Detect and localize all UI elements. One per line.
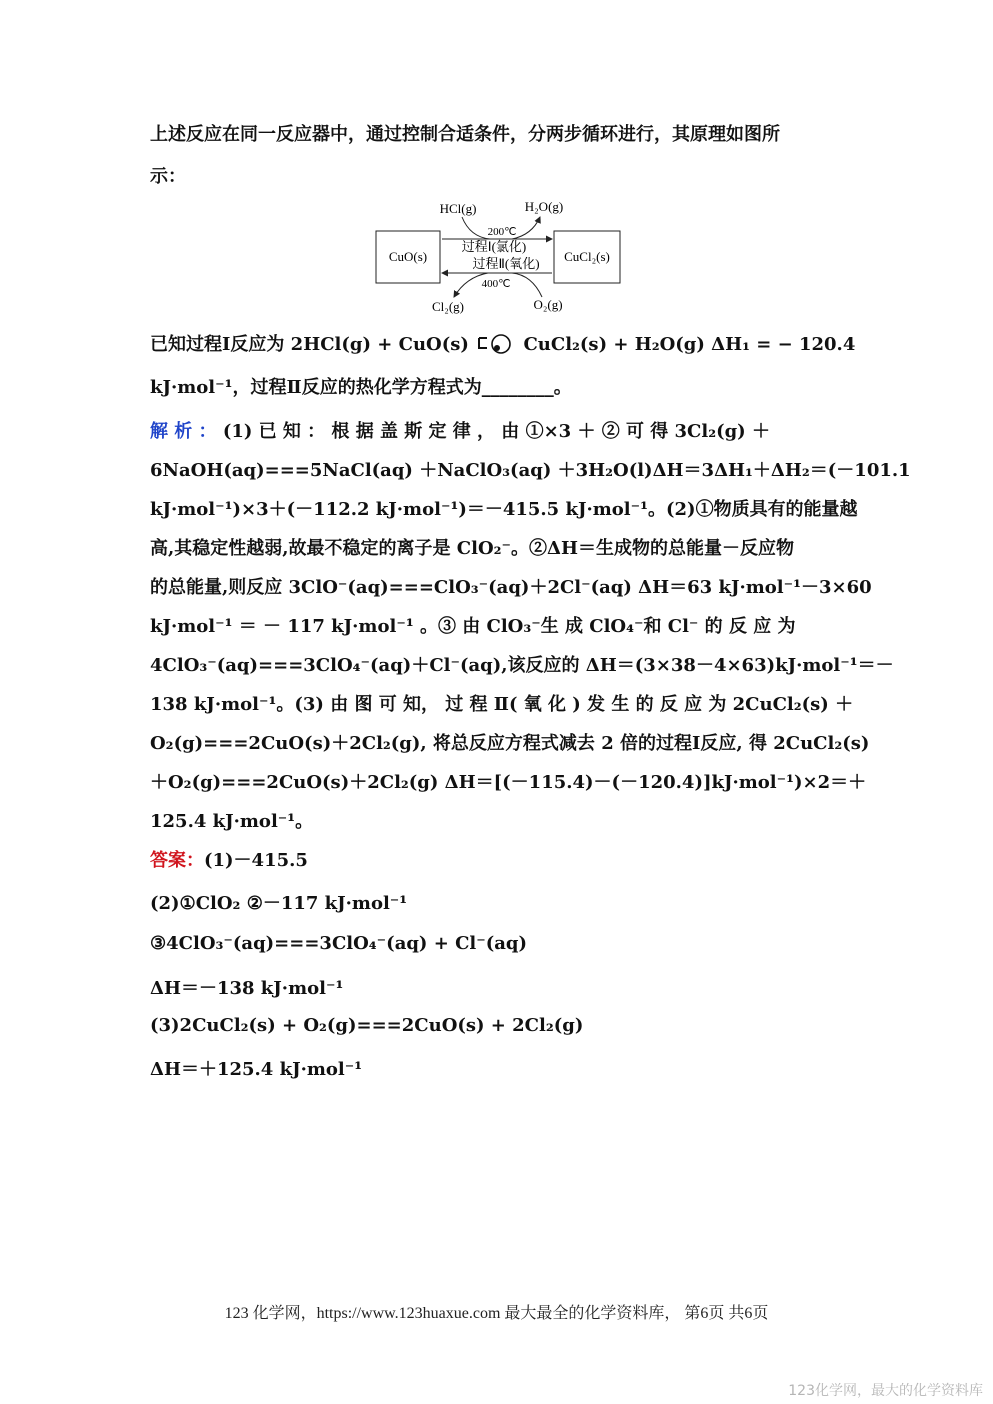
reversible-cycle-icon	[477, 333, 515, 355]
known-line-1b: CuCl₂(s) + H₂O(g) ΔH₁ = − 120.4	[523, 334, 856, 355]
known-line-2: kJ·mol⁻¹，过程Ⅱ反应的热化学方程式为________。	[150, 377, 572, 398]
hcl-label: HCl(g)	[439, 201, 477, 216]
box-cuo-label: CuO(s)	[388, 249, 428, 264]
answer-line: ΔH＝－138 kJ·mol⁻¹	[150, 978, 344, 999]
answer-line: (2)①ClO₂ ②－117 kJ·mol⁻¹	[150, 893, 408, 914]
analysis-label: 解 析 ：	[150, 421, 217, 442]
o2-curve	[512, 273, 542, 297]
intro-line-2: 示：	[150, 166, 186, 187]
known-line-1	[150, 330, 855, 356]
answer-first: (1)－415.5	[204, 850, 308, 871]
analysis-line: O₂(g)===2CuO(s)＋2Cl₂(g), 将总反应方程式减去 2 倍的过程Ⅰ反应, 得 2CuCl₂(s)	[150, 733, 870, 754]
intro-line-1: 上述反应在同一反应器中，通过控制合适条件，分两步循环进行，其原理如图所	[150, 124, 780, 145]
analysis-line-0-text: (1) 已 知 ： 根 据 盖 斯 定 律 ， 由 ①×3 ＋ ② 可 得 3Cl₂(g) ＋	[216, 421, 770, 442]
box-cucl2-label: CuCl₂(s)	[564, 249, 610, 264]
answer-line-0	[150, 846, 308, 872]
temp-400-label: 400℃	[481, 278, 511, 290]
answer-line: (3)2CuCl₂(s) + O₂(g)===2CuO(s) + 2Cl₂(g)	[150, 1015, 584, 1036]
watermark: 123化学网，最大的化学资料库	[788, 1383, 983, 1399]
analysis-line: 138 kJ·mol⁻¹。(3) 由 图 可 知， 过 程 Ⅱ( 氧 化 ) 发 生 的 反 应 为 2CuCl₂(s) ＋	[150, 694, 854, 715]
analysis-line: 4ClO₃⁻(aq)===3ClO₄⁻(aq)＋Cl⁻(aq),该反应的 ΔH＝(3×38－4×63)kJ·mol⁻¹＝－	[150, 655, 894, 676]
o2-label: O₂(g)	[533, 297, 563, 312]
known-line-1a: 已知过程Ⅰ反应为 2HCl(g) + CuO(s)	[150, 334, 469, 355]
h2o-label: H₂O(g)	[524, 199, 564, 214]
page-footer: 123 化学网，https://www.123huaxue.com 最大最全的化学资料库， 第6页 共6页	[224, 1305, 769, 1322]
answer-label: 答案：	[150, 850, 204, 871]
analysis-line: ＋O₂(g)===2CuO(s)＋2Cl₂(g) ΔH＝[(－115.4)－(－120.4)]kJ·mol⁻¹)×2＝＋	[150, 772, 867, 793]
answer-line: ③4ClO₃⁻(aq)===3ClO₄⁻(aq) + Cl⁻(aq)	[150, 933, 528, 954]
process-1-label: 过程Ⅰ(氯化)	[461, 239, 527, 254]
answer-line: ΔH＝＋125.4 kJ·mol⁻¹	[150, 1059, 363, 1080]
cl2-label: Cl₂(g)	[432, 299, 464, 314]
temp-200-label: 200℃	[487, 226, 517, 238]
analysis-line: kJ·mol⁻¹)×3＋(－112.2 kJ·mol⁻¹)＝－415.5 kJ·mol⁻¹。(2)①物质具有的能量越	[150, 499, 858, 520]
analysis-line: kJ·mol⁻¹ ＝ － 117 kJ·mol⁻¹ 。③ 由 ClO₃⁻生 成 ClO₄⁻和 Cl⁻ 的 反 应 为	[150, 616, 796, 637]
analysis-line: 高,其稳定性越弱,故最不稳定的离子是 ClO₂⁻。②ΔH＝生成物的总能量－反应物	[150, 538, 794, 559]
analysis-line: 的总能量,则反应 3ClO⁻(aq)===ClO₃⁻(aq)＋2Cl⁻(aq) ΔH＝63 kJ·mol⁻¹－3×60	[150, 577, 872, 598]
cycle-diagram	[370, 195, 630, 320]
analysis-line: 125.4 kJ·mol⁻¹。	[150, 811, 314, 832]
hcl-curve	[462, 217, 490, 239]
analysis-line: 6NaOH(aq)===5NaCl(aq) ＋NaClO₃(aq) ＋3H₂O(l)ΔH＝3ΔH₁＋ΔH₂＝(－101.1	[150, 460, 911, 481]
process-2-label: 过程Ⅱ(氧化)	[472, 256, 540, 271]
analysis-line-0	[150, 417, 770, 443]
